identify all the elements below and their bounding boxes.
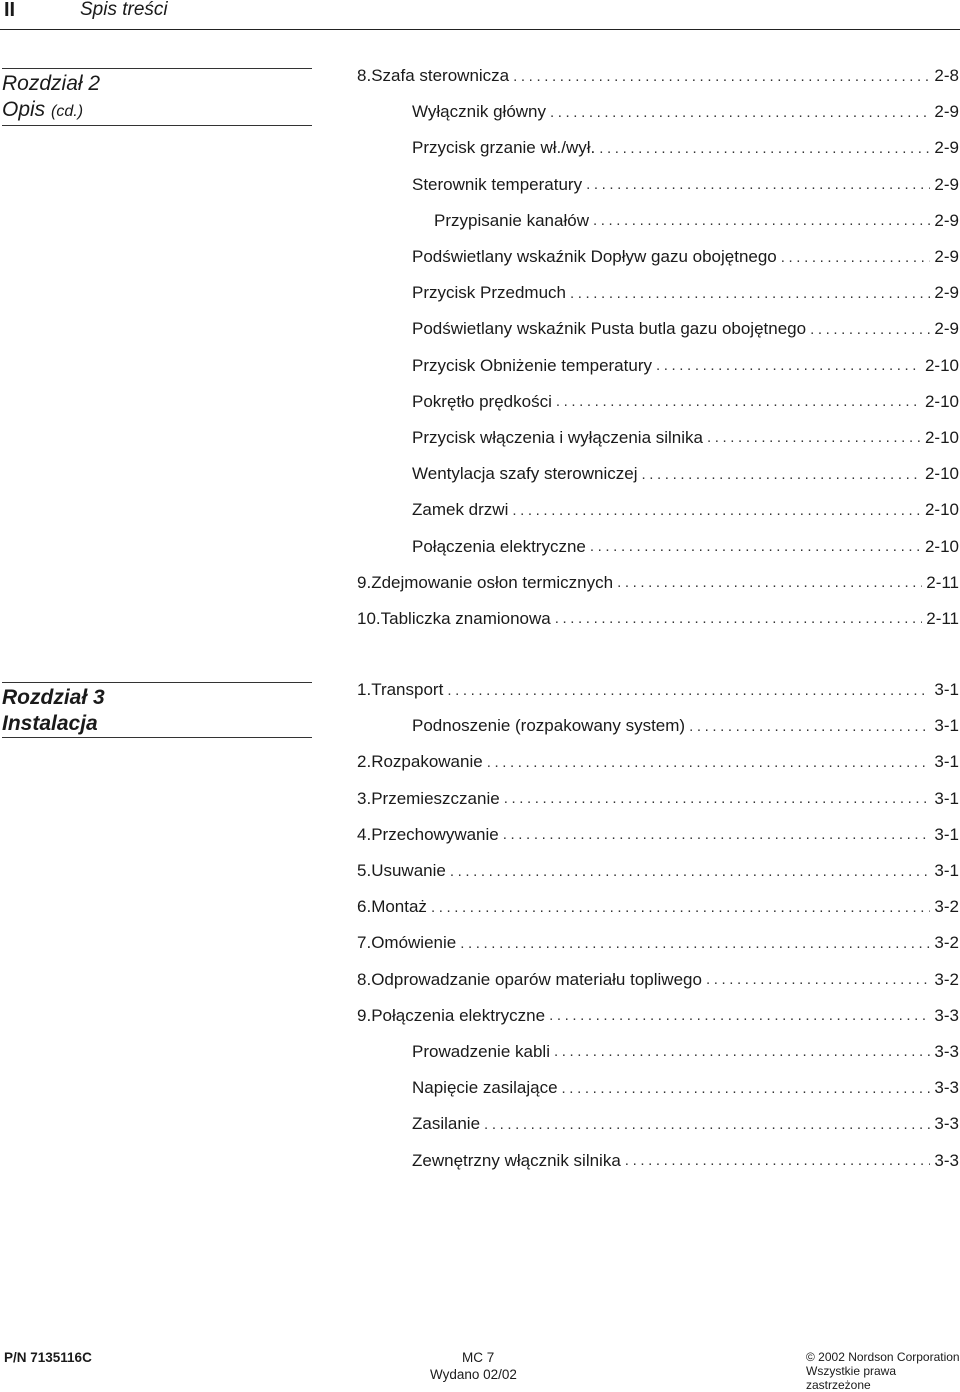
toc-entry[interactable] bbox=[357, 672, 959, 708]
entry-page: 3-2 bbox=[934, 933, 959, 953]
entry-label: Przycisk grzanie wł./wył. bbox=[412, 138, 596, 158]
leader-dots bbox=[625, 1152, 931, 1169]
entry-label: Tabliczka znamionowa bbox=[380, 608, 551, 628]
toc-entry[interactable] bbox=[357, 528, 959, 564]
entry-label: Połączenia elektryczne bbox=[412, 536, 586, 556]
entry-label: Sterownik temperatury bbox=[412, 174, 583, 194]
entry-number: 3. bbox=[357, 788, 372, 808]
page-number: II bbox=[4, 0, 16, 21]
entry-label: Usuwanie bbox=[371, 861, 446, 881]
toc-entry[interactable] bbox=[357, 130, 959, 166]
entry-number: 7. bbox=[357, 933, 372, 953]
toc-entry[interactable] bbox=[357, 384, 959, 420]
entry-label: Połączenia elektryczne bbox=[371, 1005, 546, 1025]
entry-page: 3-3 bbox=[934, 1114, 959, 1134]
toc-entry[interactable] bbox=[357, 492, 959, 528]
toc-entry[interactable] bbox=[357, 1142, 959, 1178]
entry-number: 5. bbox=[357, 861, 372, 881]
chapter-heading-2 bbox=[2, 68, 312, 126]
leader-dots bbox=[810, 321, 930, 338]
toc-entry[interactable] bbox=[357, 1106, 959, 1142]
toc-entry[interactable] bbox=[357, 203, 959, 239]
entry-label: Podnoszenie (rozpakowany system) bbox=[412, 716, 686, 736]
leader-dots bbox=[570, 285, 930, 302]
entry-page: 3-2 bbox=[934, 897, 959, 917]
leader-dots bbox=[562, 1080, 931, 1097]
entry-label: Przycisk Przedmuch bbox=[412, 283, 566, 303]
leader-dots bbox=[656, 357, 921, 374]
toc-entry[interactable] bbox=[357, 962, 959, 998]
toc-entry[interactable] bbox=[357, 239, 959, 275]
entry-page: 3-2 bbox=[934, 969, 959, 989]
entry-page: 2-11 bbox=[926, 608, 959, 628]
entry-number: 2. bbox=[357, 752, 372, 772]
entry-page: 2-9 bbox=[934, 283, 959, 303]
entry-page: 3-3 bbox=[934, 1041, 959, 1061]
toc-entry[interactable] bbox=[357, 781, 959, 817]
entry-label: Montaż bbox=[371, 897, 427, 917]
entry-page: 2-10 bbox=[924, 464, 959, 484]
leader-dots bbox=[706, 971, 930, 988]
toc-entry[interactable] bbox=[357, 998, 959, 1034]
toc-entry[interactable] bbox=[357, 58, 959, 94]
entry-page: 2-9 bbox=[934, 102, 959, 122]
leader-dots bbox=[431, 899, 930, 916]
entry-label: Wyłącznik główny bbox=[412, 102, 546, 122]
toc-entry[interactable] bbox=[357, 925, 959, 961]
chapter-heading-3 bbox=[2, 682, 312, 738]
entry-number: 4. bbox=[357, 824, 372, 844]
copyright: © 2002 Nordson Corporation bbox=[806, 1350, 960, 1364]
entry-page: 2-8 bbox=[934, 66, 959, 86]
entry-label: Pokrętło prędkości bbox=[412, 391, 552, 411]
toc-entry[interactable] bbox=[357, 744, 959, 780]
entry-page: 3-1 bbox=[934, 716, 959, 736]
leader-dots bbox=[599, 140, 930, 157]
entry-page: 2-9 bbox=[934, 319, 959, 339]
leader-dots bbox=[513, 68, 930, 85]
toc-entry[interactable] bbox=[357, 311, 959, 347]
entry-page: 2-9 bbox=[934, 138, 959, 158]
entry-page: 2-10 bbox=[924, 536, 959, 556]
entry-page: 3-1 bbox=[934, 861, 959, 881]
toc-entry[interactable] bbox=[357, 565, 959, 601]
toc-entry[interactable] bbox=[357, 601, 959, 637]
manual-code: MC 7 bbox=[462, 1350, 495, 1365]
entry-label: Odprowadzanie oparów materiału topliwego bbox=[371, 969, 702, 989]
entry-label: Szafa sterownicza bbox=[371, 66, 510, 86]
entry-label: Przechowywanie bbox=[371, 824, 499, 844]
entry-label: Przemieszczanie bbox=[371, 788, 500, 808]
leader-dots bbox=[550, 104, 930, 121]
entry-page: 2-9 bbox=[934, 174, 959, 194]
toc-entry[interactable] bbox=[357, 167, 959, 203]
leader-dots bbox=[556, 393, 921, 410]
entry-page: 3-1 bbox=[934, 680, 959, 700]
toc-entry[interactable] bbox=[357, 94, 959, 130]
entry-number: 8. bbox=[357, 66, 372, 86]
toc-entry[interactable] bbox=[357, 348, 959, 384]
toc-entry[interactable] bbox=[357, 1070, 959, 1106]
leader-dots bbox=[642, 466, 921, 483]
part-number: P/N 7135116C bbox=[4, 1350, 92, 1365]
entry-label: Zamek drzwi bbox=[412, 500, 509, 520]
entry-page: 2-9 bbox=[934, 210, 959, 230]
entry-number: 10. bbox=[357, 608, 381, 628]
entry-number: 6. bbox=[357, 897, 372, 917]
entry-page: 3-3 bbox=[934, 1005, 959, 1025]
toc-entry[interactable] bbox=[357, 708, 959, 744]
entry-label: Podświetlany wskaźnik Dopływ gazu obojętnego bbox=[412, 247, 777, 267]
entry-page: 2-10 bbox=[924, 500, 959, 520]
entry-label: Podświetlany wskaźnik Pusta butla gazu obojętnego bbox=[412, 319, 807, 339]
entry-number: 9. bbox=[357, 1005, 372, 1025]
entry-page: 3-1 bbox=[934, 788, 959, 808]
rights-notice: Wszystkie prawa zastrzeżone bbox=[806, 1364, 897, 1392]
entry-label: Przycisk Obniżenie temperatury bbox=[412, 355, 652, 375]
entry-label: Zewnętrzny włącznik silnika bbox=[412, 1150, 621, 1170]
entry-label: Zdejmowanie osłon termicznych bbox=[371, 572, 614, 592]
toc-entry[interactable] bbox=[357, 889, 959, 925]
entry-label: Transport bbox=[371, 680, 444, 700]
leader-dots bbox=[555, 610, 923, 627]
entry-page: 3-1 bbox=[934, 752, 959, 772]
leader-dots bbox=[781, 249, 931, 266]
leader-dots bbox=[487, 754, 931, 771]
chapter-number: Rozdział 2 bbox=[2, 72, 101, 95]
leader-dots bbox=[484, 1116, 930, 1133]
entry-page: 2-11 bbox=[926, 572, 959, 592]
entry-label: Omówienie bbox=[371, 933, 457, 953]
toc-list-chapter-3 bbox=[357, 672, 959, 1179]
leader-dots bbox=[450, 863, 931, 880]
toc-entry[interactable] bbox=[357, 456, 959, 492]
entry-label: Rozpakowanie bbox=[371, 752, 483, 772]
leader-dots bbox=[586, 176, 930, 193]
entry-page: 2-9 bbox=[934, 247, 959, 267]
entry-label: Napięcie zasilające bbox=[412, 1078, 558, 1098]
entry-page: 3-3 bbox=[934, 1078, 959, 1098]
entry-page: 2-10 bbox=[924, 391, 959, 411]
leader-dots bbox=[504, 790, 931, 807]
header-rule bbox=[0, 29, 960, 30]
issue-date: Wydano 02/02 bbox=[430, 1367, 517, 1382]
leader-dots bbox=[593, 212, 930, 229]
toc-entry[interactable] bbox=[357, 420, 959, 456]
page-title: Spis treści bbox=[80, 0, 168, 20]
entry-label: Przycisk włączenia i wyłączenia silnika bbox=[412, 427, 703, 447]
leader-dots bbox=[554, 1043, 930, 1060]
entry-number: 1. bbox=[357, 680, 372, 700]
toc-entry[interactable] bbox=[357, 1034, 959, 1070]
entry-label: Przypisanie kanałów bbox=[434, 210, 589, 230]
leader-dots bbox=[512, 502, 921, 519]
entry-page: 2-10 bbox=[924, 427, 959, 447]
entry-label: Prowadzenie kabli bbox=[412, 1041, 550, 1061]
toc-entry[interactable] bbox=[357, 853, 959, 889]
toc-list-chapter-2 bbox=[357, 58, 959, 637]
leader-dots bbox=[447, 682, 930, 699]
chapter-continued: (cd.) bbox=[51, 103, 84, 120]
chapter-number: Rozdział 3 bbox=[2, 686, 105, 709]
toc-entry[interactable] bbox=[357, 275, 959, 311]
entry-number: 9. bbox=[357, 572, 372, 592]
chapter-title: Opis bbox=[2, 98, 46, 121]
leader-dots bbox=[549, 1007, 930, 1024]
entry-page: 3-3 bbox=[934, 1150, 959, 1170]
entry-label: Zasilanie bbox=[412, 1114, 481, 1134]
leader-dots bbox=[689, 718, 930, 735]
leader-dots bbox=[460, 935, 930, 952]
chapter-title: Instalacja bbox=[2, 712, 98, 735]
entry-label: Wentylacja szafy sterowniczej bbox=[412, 464, 638, 484]
toc-entry[interactable] bbox=[357, 817, 959, 853]
entry-page: 2-10 bbox=[924, 355, 959, 375]
leader-dots bbox=[590, 538, 921, 555]
leader-dots bbox=[503, 826, 931, 843]
entry-number: 8. bbox=[357, 969, 372, 989]
leader-dots bbox=[707, 429, 921, 446]
entry-page: 3-1 bbox=[934, 824, 959, 844]
leader-dots bbox=[617, 574, 922, 591]
